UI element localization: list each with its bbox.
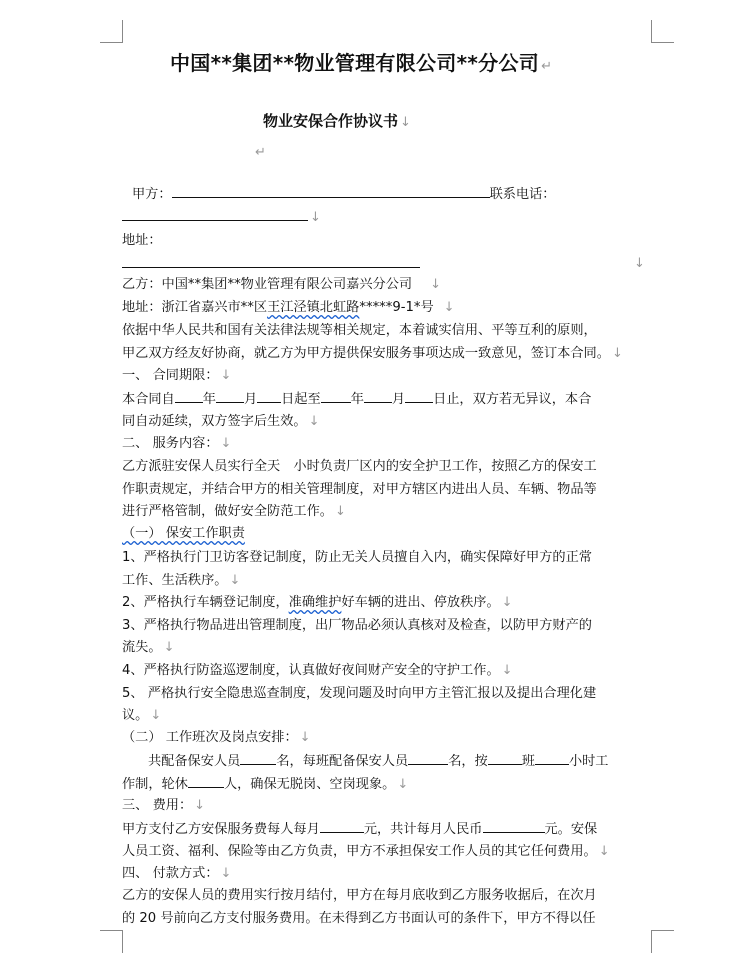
crop-mark-bottom-right (651, 930, 674, 953)
party-a-address-label: 地址： (122, 233, 162, 248)
term-line-1: 本合同自 年 月 日起至 年 月 日止，双方若无异议，本合 (122, 388, 591, 411)
staffing-line-1: 共配备保安人员 名，每班配备保安人员 名，按 班 小时工 (148, 750, 609, 773)
duty-4: 4、严格执行防盗巡逻制度，认真做好夜间财产安全的守护工作。 ↓ (122, 663, 513, 678)
section-1-heading: 一、 合同期限： ↓ (122, 368, 232, 383)
service-line-1: 乙方派驻安保人员实行全天 小时负责厂区内的安全护卫工作，按照乙方的保安工 (122, 459, 597, 474)
service-line-2: 作职责规定，并结合甲方的相关管理制度，对甲方辖区内进出人员、车辆、物品等 (122, 482, 597, 497)
term-line-2: 同自动延续，双方签字后生效。 ↓ (122, 414, 320, 429)
preamble-line-2: 甲乙双方经友好协商，就乙方为甲方提供保安服务事项达成一致意见，签订本合同。 ↓ (122, 346, 623, 361)
duty-5-line-2: 议。 ↓ (122, 708, 162, 723)
party-a-address-line: ↓ (122, 253, 420, 276)
document-title: 物业安保合作协议书 ↓ (263, 112, 411, 130)
crop-mark-top-right (651, 20, 674, 43)
crop-mark-bottom-left (100, 930, 123, 953)
duty-1-line-1: 1、严格执行门卫访客登记制度，防止无关人员擅自入内，确实保障好甲方的正常 (122, 550, 592, 565)
fee-line-2: 人员工资、福利、保险等由乙方负责，甲方不承担保安工作人员的其它任何费用。 ↓ (122, 844, 610, 859)
section-2-heading: 二、 服务内容： ↓ (122, 436, 232, 451)
subsection-2-heading: （二） 工作班次及岗点安排： ↓ (122, 730, 311, 745)
service-line-3: 进行严格管制，做好安全防范工作。 ↓ (122, 504, 346, 519)
payment-line-1: 乙方的安保人员的费用实行按月结付，甲方在每月底收到乙方服务收据后，在次月 (122, 888, 597, 903)
section-4-heading: 四、 付款方式： ↓ (122, 866, 232, 881)
party-a-phone-line: ↓ (122, 206, 321, 229)
crop-mark-top-left (100, 20, 123, 43)
subsection-1-heading: （一） 保安工作职责 (122, 526, 245, 541)
duty-3-line-1: 3、严格执行物品进出管理制度，出厂物品必须认真核对及检查，以防甲方财产的 (122, 618, 592, 633)
preamble-line-1: 依据中华人民共和国有关法律法规等相关规定，本着诚实信用、平等互利的原则， (122, 323, 597, 338)
duty-5-line-1: 5、 严格执行安全隐患巡查制度，发现问题及时向甲方主管汇报以及提出合理化建 (122, 686, 597, 701)
section-3-heading: 三、 费用： ↓ (122, 798, 206, 813)
party-a-line: 甲方： 联系电话： (132, 183, 556, 206)
duty-1-line-2: 工作、生活秩序。 ↓ (122, 573, 241, 588)
company-heading: 中国**集团**物业管理有限公司**分公司 ↵ (170, 51, 553, 75)
duty-2: 2、严格执行车辆登记制度，准确维护好车辆的进出、停放秩序。 ↓ (122, 595, 513, 610)
duty-3-line-2: 流失。 ↓ (122, 640, 175, 655)
staffing-line-2: 作制，轮休 人，确保无脱岗、空岗现象。 ↓ (122, 773, 408, 796)
empty-paragraph: ↵ (255, 145, 266, 160)
party-b: 乙方：中国**集团**物业管理有限公司嘉兴分公司 ↓ (122, 277, 442, 292)
party-b-address: 地址：浙江省嘉兴市**区王江泾镇北虹路*****9-1*号 ↓ (122, 300, 455, 315)
payment-line-2: 的 20 号前向乙方支付服务费用。在未得到乙方书面认可的条件下，甲方不得以任 (122, 911, 596, 926)
fee-line-1: 甲方支付乙方安保服务费每人每月 元，共计每月人民币 元。安保 (122, 818, 597, 841)
